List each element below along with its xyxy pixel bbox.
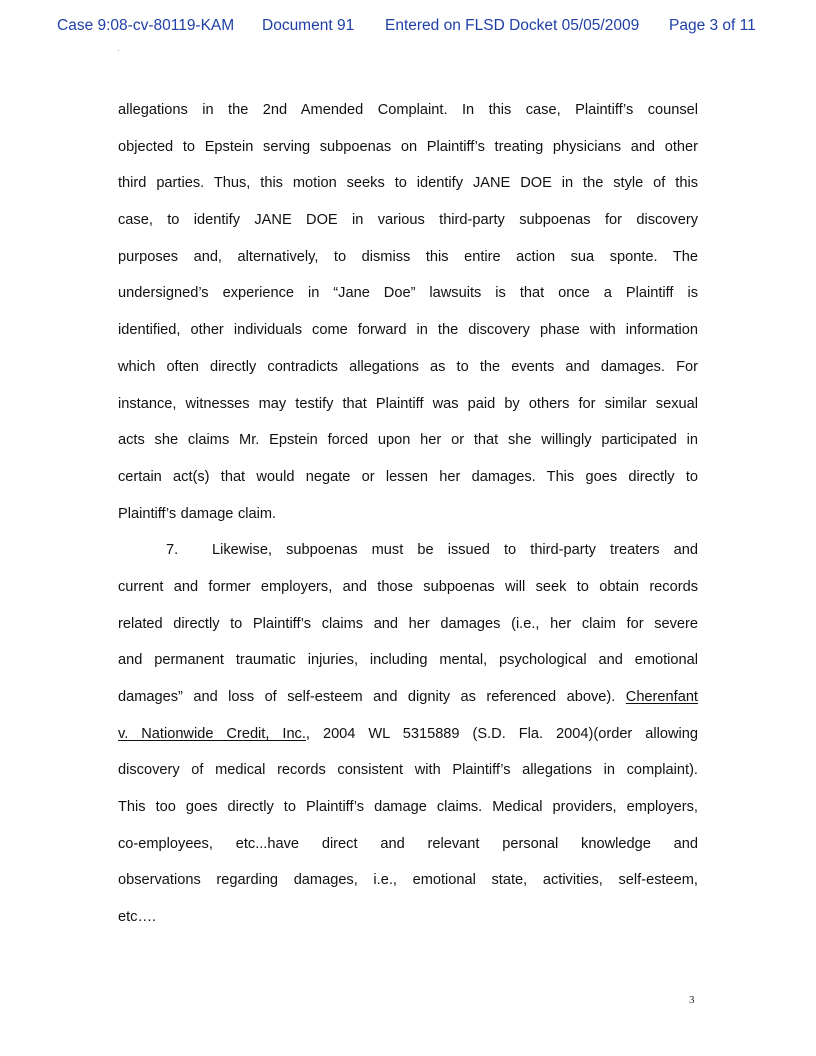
text-line: case, to identify JANE DOE in various third-party subpoenas for discovery: [118, 212, 698, 229]
text-line: and permanent traumatic injuries, including mental, psychological and emotional: [118, 652, 698, 669]
text-line: objected to Epstein serving subpoenas on Plaintiff’s treating physicians and other: [118, 138, 698, 155]
text-line: allegations in the 2nd Amended Complaint. In this case, Plaintiff’s counsel: [118, 102, 698, 118]
paragraph-first-line: [118, 532, 698, 569]
text-line: identified, other individuals come forward in the discovery phase with information: [118, 322, 698, 339]
text-line: acts she claims Mr. Epstein forced upon her or that she willingly participated in: [118, 432, 698, 449]
text-line: certain act(s) that would negate or lessen her damages. This goes directly to: [118, 468, 698, 485]
text-line: discovery of medical records consistent with Plaintiff’s allegations in complaint).: [118, 762, 698, 779]
text-line: which often directly contradicts allegations as to the events and damages. For: [118, 358, 698, 375]
text-line: etc….: [118, 909, 157, 926]
paragraph-7: [118, 532, 698, 936]
scan-speck: [118, 50, 119, 51]
paragraph-number: 7.: [166, 542, 179, 559]
docket-header: [0, 17, 816, 39]
text-line-with-citation: [118, 716, 698, 753]
text-line: undersigned’s experience in “Jane Doe” lawsuits is that once a Plaintiff is: [118, 285, 698, 302]
document-number: Document 91: [262, 17, 355, 34]
text-line: observations regarding damages, i.e., emotional state, activities, self-esteem,: [118, 872, 698, 889]
page-number: 3: [689, 994, 695, 1006]
text-segment: , 2004 WL 5315889 (S.D. Fla. 2004)(order allowing: [305, 725, 699, 742]
text-line: This too goes directly to Plaintiff’s damage claims. Medical providers, employers,: [118, 799, 698, 816]
text-line: current and former employers, and those subpoenas will seek to obtain records: [118, 578, 698, 595]
text-line: Plaintiff’s damage claim.: [118, 505, 277, 522]
case-citation-part2: v. Nationwide Credit, Inc.: [118, 725, 306, 742]
text-segment: damages” and loss of self-esteem and dignity as referenced above).: [118, 689, 616, 705]
case-citation-part1: Cherenfant: [625, 689, 698, 705]
document-body: [118, 92, 698, 936]
case-number: Case 9:08-cv-80119-KAM: [57, 17, 235, 34]
paragraph-continued: [118, 92, 698, 532]
page-indicator: Page 3 of 11: [669, 17, 756, 34]
text-line: instance, witnesses may testify that Plaintiff was paid by others for similar sexual: [118, 395, 698, 412]
text-line: related directly to Plaintiff’s claims and her damages (i.e., her claim for severe: [118, 615, 698, 632]
text-line: third parties. Thus, this motion seeks to identify JANE DOE in the style of this: [118, 175, 698, 192]
text-line: purposes and, alternatively, to dismiss this entire action sua sponte. The: [118, 248, 698, 265]
text-segment: Likewise, subpoenas must be issued to third-party treaters and: [212, 542, 698, 559]
text-line: co-employees, etc...have direct and relevant personal knowledge and: [118, 835, 698, 852]
docket-entry: Entered on FLSD Docket 05/05/2009: [385, 17, 640, 34]
text-line-with-citation: [118, 679, 698, 716]
